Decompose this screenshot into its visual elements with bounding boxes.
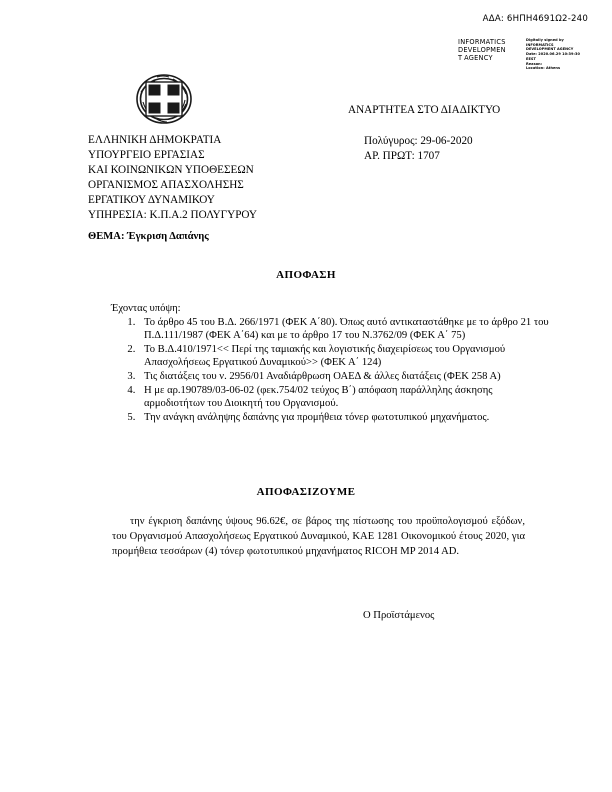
authority-line-ministry-cont: ΚΑΙ ΚΟΙΝΩΝΙΚΩΝ ΥΠΟΘΕΣΕΩΝ xyxy=(88,164,254,177)
list-item: 1. Το άρθρο 45 του Β.Δ. 266/1971 (ΦΕΚ Α΄80). Όπως αυτό αντικαταστάθηκε με το άρθρο 21 του Π.Δ.111/1987 (ΦΕΚ Α΄64) και με το άρθρο 17 του Ν.3762/09 (ΦΕΚ Α΄ 75) xyxy=(138,316,552,343)
protocol-number: ΑΡ. ΠΡΩΤ: 1707 xyxy=(364,149,440,162)
header-right-column xyxy=(348,104,578,164)
digital-signature-stamp xyxy=(458,38,600,71)
authority-line-republic: ΕΛΛΗΝΙΚΗ ΔΗΜΟΚΡΑΤΙΑ xyxy=(88,134,222,146)
authority-line-organization: ΟΡΓΑΝΙΣΜΟΣ ΑΠΑΣΧΟΛΗΣΗΣ xyxy=(88,179,244,192)
resolve-heading: ΑΠΟΦΑΣΙΖΟΥΜΕ xyxy=(256,486,356,498)
publication-notice: ΑΝΑΡΤΗΤΕΑ ΣΤΟ ΔΙΑΔΙΚΤΥΟ xyxy=(348,104,501,116)
signature-agency-line-3: T AGENCY xyxy=(458,54,493,63)
authority-line-service: ΥΠΗΡΕΣΙΑ: Κ.Π.Α.2 ΠΟΛΥΓΥΡΟΥ xyxy=(88,209,258,222)
signature-agency-line-2: DEVELOPMEN xyxy=(458,46,506,55)
ada-reference-code: ΑΔΑ: 6ΗΠΗ4691Ω2-240 xyxy=(482,14,588,24)
legal-basis-list xyxy=(111,316,552,425)
signature-detail-line: Location: Athens xyxy=(526,66,561,71)
issuing-authority-block xyxy=(88,133,348,223)
signature-details xyxy=(526,38,598,71)
signature-agency-name xyxy=(458,38,522,62)
decision-body-text: την έγκριση δαπάνης ύψους 96.62€, σε βάρος της πίστωσης του προϋπολογισμού εξόδων, του Οργανισμού Απασχολήσεως Εργατικού Δυναμικού, ΚΑΕ 1281 Οικονομικού έτους 2020, για προμήθεια τεσσάρων (4) τόνερ φωτοτυπικού μηχανήματος RICOH MP 2014 AD. xyxy=(112,516,525,557)
subject-label: ΘΕΜΑ: xyxy=(88,231,125,242)
signature-detail-line: Digitally signed by xyxy=(526,38,564,42)
signature-detail-line: Date: 2020.06.29 10:39:30 xyxy=(526,52,580,57)
document-metadata xyxy=(348,134,578,164)
decision-heading: ΑΠΟΦΑΣΗ xyxy=(276,269,336,281)
signature-agency-line-1: INFORMATICS xyxy=(458,38,506,46)
signature-title: Ο Προϊστάμενος xyxy=(363,610,435,621)
subject-value: Έγκριση Δαπάνης xyxy=(127,231,209,242)
list-item: 3. Τις διατάξεις του ν. 2956/01 Αναδιάρθρωση ΟΑΕΔ & άλλες διατάξεις (ΦΕΚ 258 Α) xyxy=(138,370,552,383)
signature-detail-line: EEST xyxy=(526,56,536,61)
place-and-date: Πολύγυρος: 29-06-2020 xyxy=(364,135,473,147)
list-item: 5. Την ανάγκη ανάληψης δαπάνης για προμήθεια τόνερ φωτοτυπικού μηχανήματος. xyxy=(138,411,552,424)
subject-line xyxy=(88,231,209,242)
authority-line-organization-cont: ΕΡΓΑΤΙΚΟΥ ΔΥΝΑΜΙΚΟΥ xyxy=(88,194,215,207)
preamble-text: Έχοντας υπόψη: xyxy=(111,303,181,314)
signature-detail-line: Reason: xyxy=(526,61,543,66)
signature-detail-line: DEVELOPMENT AGENCY xyxy=(526,47,574,52)
list-item: 2. Το Β.Δ.410/1971<< Περί της ταμιακής και λογιστικής διαχειρίσεως του Οργανισμού Απασχολήσεως Εργατικού Δυναμικού>> (ΦΕΚ Α΄ 124) xyxy=(138,343,552,370)
list-item: 4. Η με αρ.190789/03-06-02 (φεκ.754/02 τεύχος Β΄) απόφαση παράλληλης άσκησης αρμοδιοτήτων του Διοικητή του Οργανισμού. xyxy=(138,384,552,411)
signature-detail-line: INFORMATICS xyxy=(526,42,554,47)
coat-of-arms-icon xyxy=(133,68,195,130)
authority-line-ministry: ΥΠΟΥΡΓΕΙΟ ΕΡΓΑΣΙΑΣ xyxy=(88,149,205,162)
